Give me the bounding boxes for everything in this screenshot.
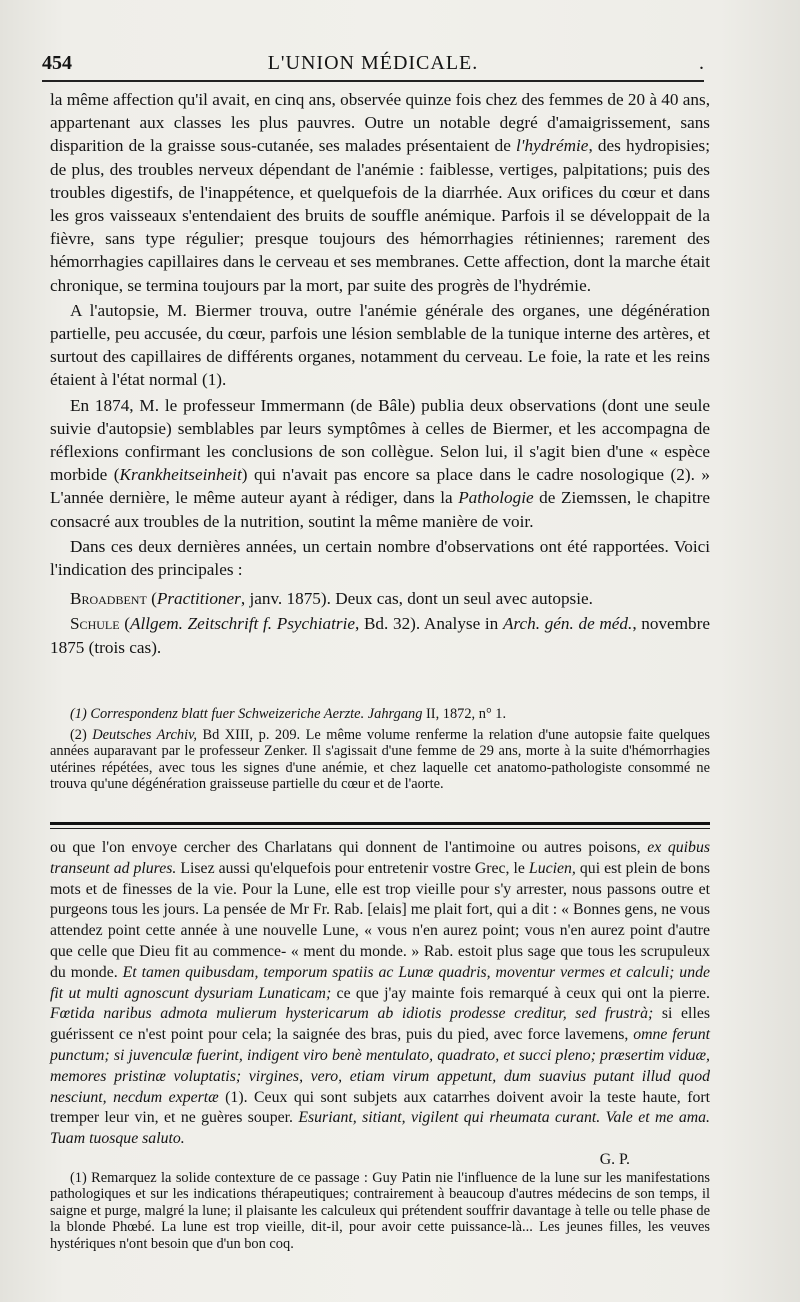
paragraph: En 1874, M. le professeur Immermann (de Bâle) publia deux observations (dont une seule suivie d'autopsie) semblables par leurs symptômes à celles de Biermer, et les accompagna de réflexions confirmant les conclusions de son collègue. Selon lui, il s'agit bien d'une « espèce morbide (Krankheitseinheit) qui n'avait pas encore sa place dans le cadre nosologique (2). » L'année dernière, le même auteur ayant à rédiger, dans la Pathologie de Ziemssen, le chapitre consacré aux troubles de la nutrition, soutint la même manière de voir. — [50, 395, 710, 531]
feuilleton-body — [50, 838, 710, 1171]
feuilleton-rule-light — [50, 828, 710, 829]
paragraph: Dans ces deux dernières années, un certain nombre d'observations ont été rapportées. Voici l'indication des principales : — [50, 536, 710, 580]
article-body — [50, 88, 710, 661]
footnote-1: (1) Correspondenz blatt fuer Schweizeriche Aerzte. Jahrgang II, 1872, n° 1. — [70, 706, 507, 722]
page-number: 454 — [42, 52, 72, 74]
feuilleton-footnote — [50, 1170, 710, 1252]
paragraph: la même affection qu'il avait, en cinq ans, observée quinze fois chez des femmes de 20 à 40 ans, appartenant aux classes les plus pauvres. Outre un notable degré d'amaigrissement, sans disparition de la graisse sous-cutanée, ses malades présentaient de l'hydrémie, des hydropisies; de plus, des troubles nerveux dépendant de l'anémie : faiblesse, vertiges, palpitations; puis des troubles digestifs, de l'inappétence, et quelquefois de la diarrhée. Aux orifices du cœur et dans les gros vaisseaux s'entendaient des bruits de souffle anémique. Parfois il se développait de la fièvre, sans type régulier; presque toujours des hémorrhagies rétiniennes; rarement des hémorrhagies capillaires dans le cerveau et ses membranes. Cette affection, dont la marche était chronique, se termina toujours par la mort, par suite des progrès de l'hydrémie. — [50, 90, 711, 295]
reference-schule: Schule (Allgem. Zeitschrift f. Psychiatrie, Bd. 32). Analyse in Arch. gén. de méd., novembre 1875 (trois cas). — [50, 614, 711, 657]
article-footnotes — [50, 706, 710, 797]
paragraph: A l'autopsie, M. Biermer trouva, outre l'anémie générale des organes, une dégénération partielle, peu accusée, du cœur, parfois une lésion semblable de la tunique interne des artères, et surtout des capillaires de différents organes, notamment du cerveau. Le foie, la rate et les reins étaient à l'état normal (1). — [50, 300, 710, 390]
header-mark: . — [699, 52, 704, 74]
feuilleton-rule-heavy — [50, 822, 710, 825]
page-header — [42, 50, 704, 82]
feuilleton-paragraph: ou que l'on envoye cercher des Charlatans qui donnent de l'antimoine ou autres poisons, ex quibus transeunt ad plures. Lisez aussi qu'elquefois pour entretenir vostre Grec, le Lucien, qui est plein de bons mots et de finesses de la vie. Pour la Lune, elle est trop vieille pour s'y arrester, nous passons outre et purgeons tous les jours. La pensée de Mr Fr. Rab. [elais] me plait fort, qui a dit : « Bonnes gens, ne vous attendez point cette année à une nouvelle Lune, « vous n'en aurez point; vous n'en aurez point d'autre que celle que Dieu fit au commence- « ment du monde. » Rab. estoit plus sage que tous les scrupuleux du monde. Et tamen quibusdam, temporum spatiis ac Lunæ quadris, moventur vermes et calculi; unde fit ut multi agnoscunt dysuriam Lunaticam; ce que j'ay mainte fois remarqué à ceux qui ont la pierre. Fœtida naribus admota mulierum hystericarum ab idiotis prodesse creditur, sed frustrà; si elles guérissent ce n'est point pour cela; la saignée des bras, puis du pied, avec force lavemens, omne ferunt punctum; si juvenculæ fuerint, indigent viro benè mentulato, quadrato, et succi pleno; præsertim viduæ, memores pristinæ voluptatis; virgines, vero, etiam virum appetunt, dum suavius putant illud quod nesciunt, necdum expertæ (1). Ceux qui sont subjets aux catarrhes doivent avoir la teste haute, fort tremper leur vin, et ne guères souper. Esuriant, sitiant, vigilent qui rheumata curant. Vale et me ama. Tuam tuosque saluto. — [50, 839, 711, 1148]
footnote-text: (1) Remarquez la solide contexture de ce passage : Guy Patin nie l'influence de la lune sur les manifestations pathologiques et sur les indications thérapeutiques; contrairement à beaucoup d'autres médecins de son temps, il saigne et purge, malgré la lune; il plaisante les calculeux qui prétendent souffrir davantage à telle ou telle phase de la blonde Phœbé. La lune est trop vieille, dit-il, pour avoir cette puissance-là... Les jeunes filles, les veuves hystériques n'ont besoin que d'un bon coq. — [50, 1170, 710, 1252]
signature: G. P. — [599, 1150, 630, 1168]
footnote-2: (2) Deutsches Archiv, Bd XIII, p. 209. Le même volume renferme la relation d'une autopsie faite quelques années auparavant par le professeur Zenker. Il s'agissait d'une femme de 29 ans, morte à la suite d'hémorrhagies utérines répétées, avec tous les signes d'une anémie, et chez laquelle cet anatomo-pathologiste consommé ne trouva qu'une dégénération graisseuse partielle du cœur et de l'aorte. — [50, 726, 710, 793]
reference-broadbent: Broadbent (Practitioner, janv. 1875). Deux cas, dont un seul avec autopsie. — [70, 589, 593, 609]
running-title: L'UNION MÉDICALE. — [267, 52, 479, 74]
